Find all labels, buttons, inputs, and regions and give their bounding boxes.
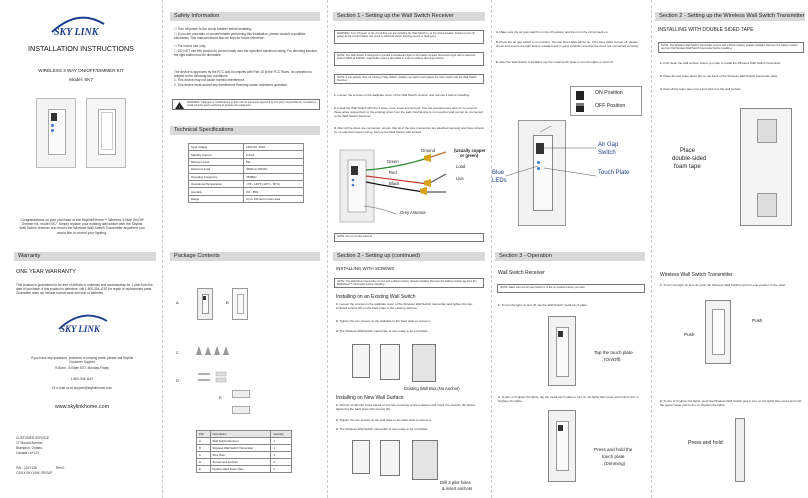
s2c-step: 2. Tighten the two screws on the wallplate to the back plate to secure it. <box>336 319 431 323</box>
svg-text:SKY LINK: SKY LINK <box>54 27 99 38</box>
cs-title: CUSTOMER SERVICE <box>16 436 50 440</box>
warranty-phone: 1-800-304-1187 <box>70 377 94 381</box>
wire-nuts-image <box>194 343 230 357</box>
antenna-label: Grey Antenna <box>400 210 426 215</box>
safety-item: ☐ If you are uncertain or uncomfortable performing this installation, please consult a qualified electrician. This manual should also be kept for future reference. <box>174 32 306 40</box>
spec-row <box>189 195 304 202</box>
warranty-web[interactable]: www.skylinkhome.com <box>54 404 110 410</box>
parts-row <box>197 459 292 466</box>
s1-step: 1. Loosen the screws on the wallplate cover of the Wall Switch receiver and remove it before installing. <box>334 93 470 97</box>
cover-title: INSTALLATION INSTRUCTIONS <box>28 44 134 53</box>
plate-illustration <box>380 440 400 476</box>
spec-cell: 300W at 120VAC <box>244 166 304 173</box>
press-label: touch plate <box>602 454 625 459</box>
transmitter-photo <box>86 98 126 168</box>
callout-lines <box>500 126 600 206</box>
spec-cell: Operational Temperature <box>189 180 244 187</box>
fold-line <box>491 0 492 498</box>
fcc-condition: 1. This device may not cause harmful interference. <box>174 78 246 82</box>
spec-row <box>189 144 304 151</box>
parts-cell: 1 <box>271 445 292 452</box>
parts-cell: B <box>197 445 211 452</box>
cs-addr: 17 Sheard Avenue, <box>16 441 44 445</box>
parts-cell: C <box>197 452 211 459</box>
warranty-email[interactable]: Or e-mail us at support@skylinkhome.com <box>51 386 113 390</box>
part-b-image <box>232 288 248 320</box>
wallbox-illustration <box>380 344 400 380</box>
ground-note: (Usually copper <box>454 148 486 153</box>
spec-cell: Maximum Load <box>189 166 244 173</box>
s3-step: 1. To turn the light on and off, push the Wireless Wall Switch pad from one position to the other. <box>660 283 787 287</box>
spec-cell: Range <box>189 195 244 202</box>
parts-cell: 2 <box>271 459 292 466</box>
on-position-label: ON Position <box>595 90 623 96</box>
cover-congrats: Congratulations on your purchase of the Skylink®Home™ Wireless 3 Way On/Off/ Dimmer Kit, model SK7. Simply replace your existing wall switch with the Skylink Wall Switch receiver and mount the Wireless Wall Switch Transmitter anywhere you would like to control your lighting. <box>19 218 145 235</box>
warranty-body: This product is guaranteed to be free of defects in materials and workmanship for 1 year from the date of purchase. If this product is defective, call 1-800-304-1187 for repair or replacement parts. Guarantee does not include normal wear and tear or batteries. <box>16 283 153 295</box>
section2c-header: Section 2 - Setting up (continued) <box>333 252 485 261</box>
place-tape-label: double-sided <box>672 156 707 162</box>
blue-leds-label: Blue <box>492 170 505 176</box>
backplate-illustration <box>352 440 370 474</box>
blue-leds-label: LEDs <box>492 178 507 184</box>
cover-model: Model: SK7 <box>69 77 93 82</box>
s2c-step: 2. Tighten the two screws on the wall plate to the back plate to secure it. <box>336 418 432 422</box>
revision: Rev:0 <box>56 466 65 470</box>
spec-row <box>189 151 304 158</box>
safety-header: Safety Information <box>170 12 320 21</box>
parts-row <box>197 438 292 445</box>
spec-cell: -4°F - 140°F (-20°C - 60°C) <box>244 180 304 187</box>
safety-item: ☐ DO NOT use this product to control loads over the specified maximum rating. For dimming function, the light bulbs must be dimmable. <box>174 49 318 57</box>
s1-note-box: NOTE: If you already have an existing 3 Way Switch, disable one switch and replace the other switch with the Wall Switch Receiver. <box>334 74 484 84</box>
s2-step: 2. Place the two foam tapes (E) on the back of the Wireless Wall Switch transmitter plate. <box>660 74 779 78</box>
wall-illustration <box>412 344 436 382</box>
safety-item: ☐ For indoor use only. <box>174 44 206 48</box>
tape-plate-illustration <box>740 108 792 226</box>
s1-step: 2. Install the Wall Switch with the 3 wires; Line, Load and Ground. Use the provided wire nuts (C) to connect these wires respectively to the existing wires from the wall. Neutral wire is not required and cannot be connected to the Wall Switch Receiver. <box>334 106 483 118</box>
transmitter-side-illustration <box>735 418 745 482</box>
part-label-a: A <box>176 300 179 305</box>
cs-addr: Brampton, Ontario, <box>16 446 43 450</box>
push-label: Push <box>752 318 763 323</box>
receiver-photo <box>36 98 76 168</box>
specs-header: Technical Specifications <box>170 126 320 135</box>
spec-cell: Humidity <box>189 188 244 195</box>
fold-line <box>162 0 163 498</box>
transmitter-op-illustration <box>705 300 731 364</box>
warranty-help: If you have any questions, problems or missing parts, please call Skylink Customer Support <box>30 356 134 364</box>
existing-title: Installing on an Existing Wall Switch <box>336 294 416 300</box>
s1-step: 3. After all the wires are connected, ensure that all of the wire connectors are attached securely and there should be no exposed copper wiring. Secure the Wall Switch with screws. <box>334 126 484 134</box>
spec-row <box>189 188 304 195</box>
push-label: Push <box>684 332 695 337</box>
parts-cell: 4 <box>271 452 292 459</box>
parts-cell: 2 <box>271 466 292 473</box>
s3-step: 2. To dim or brighten the lights, tap the metal touch plate to turn on the lights then press and hold to dim or brighten the lights. <box>498 395 639 403</box>
s2c-step: 3. The Wireless Wall Switch transmitter is now ready to be controlled. <box>336 329 428 333</box>
press-label: (Dimming) <box>604 461 626 466</box>
s1-step: 4. Make sure the air gap switch is in the off position and then turn the circuit back on. <box>496 30 609 34</box>
parts-cell: Double-sided Foam Tape <box>210 466 271 473</box>
fold-line <box>651 0 652 498</box>
newsurface-title: Installing on New Wall Surface <box>336 395 404 401</box>
parts-header-cell: Part <box>197 431 211 438</box>
fcc-text: The device is approved by the FCC and it complies with Part 15 of the FCC Rules. Its operation is subject to the following two conditions: <box>174 70 312 78</box>
air-gap-label: Air Gap <box>598 142 619 148</box>
tap-label: Tap the touch plate <box>594 350 633 355</box>
spec-row <box>189 166 304 173</box>
warning-icon <box>175 102 184 109</box>
parts-cell: Wireless Wall Switch Transmitter <box>210 445 271 452</box>
s3-note: NOTE: Make sure the Air Gap Switch is in the on position before you start. <box>497 284 645 293</box>
warranty-hours: 9:00am - 5:00pm EST, Monday-Friday <box>55 366 109 370</box>
foam-tape-image <box>232 406 250 414</box>
antenna-note: NOTE: Do not cut the antenna. <box>334 233 484 242</box>
spec-row <box>189 158 304 165</box>
drill-label: Drill 2 pilot holes <box>440 480 471 485</box>
spec-row <box>189 173 304 180</box>
s1-step: 5. Press the air gap switch to on position. The two blue LEDs will be on. If the blue LEDs remain off, please check and ensure the light bulb is installed and in good condition and that the wires are connected correctly. <box>496 40 639 48</box>
warning-box: ! WARNING: Changes or modifications to this unit not expressly approved by the party responsible for compliance could void the user's authority to operate the equipment. <box>172 99 320 110</box>
spec-cell: 120V AC, 60Hz <box>244 144 304 151</box>
green-label: Green <box>387 159 399 164</box>
drill-label: & insert anchors <box>442 486 473 491</box>
section1-header: Section 1 - Setting up the Wall Switch Receiver <box>333 12 485 21</box>
parts-cell: A <box>197 438 211 445</box>
parts-cell: E <box>197 466 211 473</box>
parts-cell: 1 <box>271 438 292 445</box>
s2c-step: 1. Drill two small pilot holes based on the two mounting screw positions and insert the anchors (D) before tightening the back plate with screws (D). <box>336 403 476 411</box>
off-position-label: OFF Position <box>595 103 626 109</box>
s2-step: 3. Peel off the foam tape cover and stick it to the wall surface. <box>660 87 742 91</box>
spec-cell: 318MHz <box>244 173 304 180</box>
ground-note: or green) <box>460 153 479 158</box>
live-label: Live <box>456 176 464 181</box>
wall-illustration <box>412 440 438 480</box>
screws-image <box>196 370 232 384</box>
warranty-heading: ONE YEAR WARRANTY <box>16 269 76 275</box>
parts-row <box>197 452 292 459</box>
s1-note-box: NOTE: The Wall Switch is designed to operate incandescent light or dimmable compact fluorescent light with a maximum load of 300W at 120VAC. Light bulbs must be dimmable in order to achieve dimming function. <box>334 52 484 66</box>
parts-row <box>197 466 292 473</box>
skylink-logo <box>48 14 108 40</box>
place-tape-label: foam tape <box>674 164 701 170</box>
receiver-op-illustration <box>548 316 576 386</box>
place-tape-label: Place <box>680 148 696 154</box>
tape-title: INSTALLING WITH DOUBLE SIDED TAPE <box>658 27 754 33</box>
specs-table <box>188 143 304 203</box>
spec-cell: Operating Frequency <box>189 173 244 180</box>
part-label-c: C <box>176 350 179 355</box>
spec-cell: Standby Current <box>189 151 244 158</box>
foam-tape-image <box>232 390 250 398</box>
fcc-condition: 2. This device must accept any interference that may cause undesired operation. <box>174 83 288 87</box>
package-header: Package Contents <box>170 252 320 261</box>
parts-header-row <box>197 431 292 438</box>
s1-warning-box: WARNING: Turn off power to the circuit that you are installing the Wall Switch to, at the circuit breaker. Failure to turn off power at the circuit breaker can result in electrical shock, causing severe or fatal injury. <box>334 30 484 44</box>
spec-cell: 0.2mA <box>244 151 304 158</box>
part-label-b: B <box>226 300 229 305</box>
air-gap-label: Switch <box>598 150 616 156</box>
backplate-illustration <box>352 344 370 378</box>
copyright: ©2014 SKYLINK GROUP <box>16 471 53 475</box>
part-number: P/N : 101Y136 <box>16 466 37 470</box>
load-label: Load <box>456 164 466 169</box>
transmitter-op-title: Wireless Wall Switch Transmitter <box>660 272 733 278</box>
cover-product: WIRELESS 3 WAY ON/OFF/DIMMER KIT <box>38 68 124 73</box>
part-label-d: D <box>176 378 179 383</box>
red-label: Red <box>389 170 397 175</box>
part-a-image <box>197 288 213 320</box>
press-label: Press and hold the <box>594 447 633 452</box>
cs-addr: Canada L6Y1J3 <box>16 451 39 455</box>
s3-step: 2. To dim or brighten the lights, push the Wireless Wall Switch pad to turn on the lights then press and hold the upper/ lower pad to dim or brighten the lights. <box>660 399 802 407</box>
warranty-header: Warranty <box>14 252 156 261</box>
parts-cell: Wire Nuts <box>210 452 271 459</box>
svg-text:SKY LINK: SKY LINK <box>60 324 100 334</box>
parts-table <box>196 430 292 473</box>
touch-plate-label: Touch Plate <box>598 170 630 176</box>
spec-cell: Minimum Load <box>189 158 244 165</box>
press-hold-label: Press and hold <box>688 440 723 446</box>
s2-note: NOTE: The Wireless Wall Switch Transmitter comes with a lithium battery already installed. Remove the battery isolator tag from the Wireless Wall Switch transmitter before installing. <box>658 42 804 53</box>
spec-cell: Input Voltage <box>189 144 244 151</box>
s3-step: 1. To turn the light on and off, tap the Wall Switch metal touch plate. <box>498 303 588 307</box>
s2c-step: 1. Loosen the screws on the wallplate cover of the Wireless Wall Switch transmitter and tighten the two included screws (D) on the back plate to the existing wall box. <box>336 302 473 310</box>
parts-cell: Wall Switch Receiver <box>210 438 271 445</box>
s2c-step: 3. The Wireless Wall Switch transmitter is now ready to be controlled. <box>336 427 428 431</box>
skylink-logo <box>55 313 111 337</box>
parts-cell: D <box>197 459 211 466</box>
tap-label: (On/Off) <box>604 357 621 362</box>
s1-step: 6. After the Wall Switch is installed, tap the metal touch plate to turn the lights on and off. <box>496 60 614 64</box>
parts-header-cell: Quantity <box>271 431 292 438</box>
ground-label: Ground <box>421 148 435 153</box>
part-label-e: E <box>219 395 222 400</box>
section3-header: Section 3 - Operation <box>495 252 645 261</box>
s2c-note: NOTE: The Wall Mount transmitter comes with a lithium battery already installed. Remove the battery isolator tag from the Wall Mount™ transmitter before installing. <box>334 278 484 288</box>
parts-header-cell: Description <box>210 431 271 438</box>
parts-row <box>197 445 292 452</box>
section2-header: Section 2 - Setting up the Wireless Wall Switch Transmitter <box>655 12 805 21</box>
spec-cell: 5W <box>244 158 304 165</box>
spec-row <box>189 180 304 187</box>
fold-line <box>327 0 328 498</box>
parts-cell: Screws and anchors <box>210 459 271 466</box>
safety-item: ☐ Turn off power to the circuit breaker before installing. <box>174 27 252 31</box>
receiver-op-title: Wall Switch Receiver <box>498 270 545 276</box>
receiver-op-illustration <box>548 410 576 482</box>
spec-cell: 0% - 85% <box>244 188 304 195</box>
black-label: Black <box>389 181 400 186</box>
svg-text:!: ! <box>178 104 180 109</box>
spec-cell: Up to 100 feet in open area <box>244 195 304 202</box>
s2-step: 1. First clean the wall surface where you plan to install the Wireless Wall Switch transmitter. <box>660 61 782 65</box>
wallbox-label: Existing Wall Box (No Anchor) <box>404 386 460 391</box>
screws-title: INSTALLING WITH SCREWS <box>336 266 395 271</box>
